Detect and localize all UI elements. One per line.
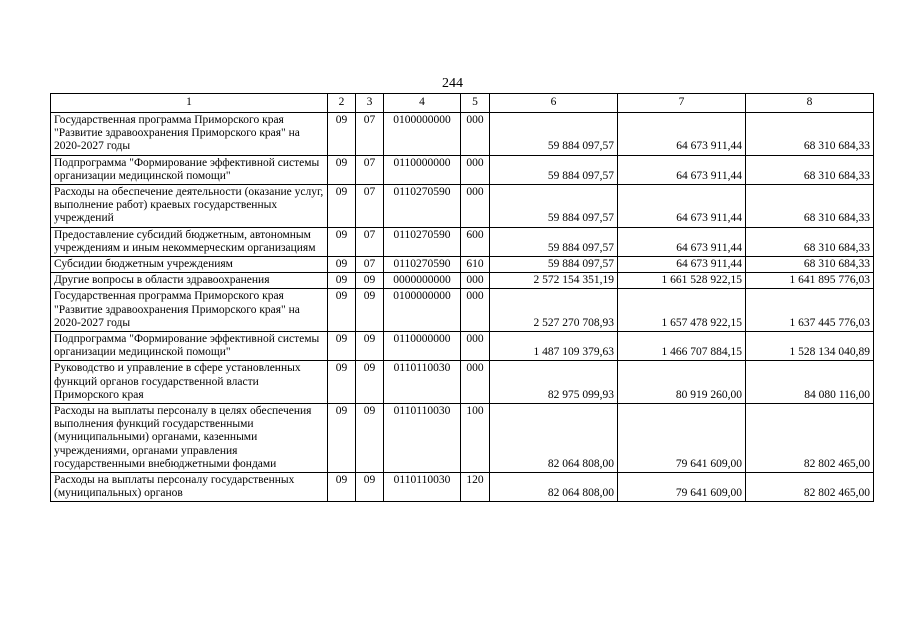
table-row — [51, 257, 874, 273]
amount-col8-cell: 68 310 684,33 — [746, 155, 874, 184]
table-row — [51, 185, 874, 228]
target-article-cell: 0100000000 — [384, 113, 461, 156]
amount-col6-cell: 82 064 808,00 — [490, 404, 618, 473]
target-article-cell: 0110110030 — [384, 473, 461, 502]
subsection-code-cell: 09 — [356, 473, 384, 502]
expense-type-cell: 000 — [461, 155, 490, 184]
row-name-cell: Расходы на обеспечение деятельности (оказание услуг, выполнение работ) краевых государственных учреждений — [51, 185, 328, 228]
section-code-cell: 09 — [328, 332, 356, 361]
amount-col7-cell: 79 641 609,00 — [618, 404, 746, 473]
table-row — [51, 273, 874, 289]
budget-table — [50, 93, 874, 502]
row-name-cell: Подпрограмма "Формирование эффективной системы организации медицинской помощи" — [51, 155, 328, 184]
row-name-cell: Расходы на выплаты персоналу в целях обеспечения выполнения функций государственными (муниципальными) органами, казенными учреждениями, органами управления государственными внебюджетными фондами — [51, 404, 328, 473]
column-header: 2 — [328, 94, 356, 113]
target-article-cell: 0110110030 — [384, 361, 461, 404]
amount-col6-cell: 59 884 097,57 — [490, 185, 618, 228]
column-header: 7 — [618, 94, 746, 113]
amount-col7-cell: 64 673 911,44 — [618, 185, 746, 228]
section-code-cell: 09 — [328, 273, 356, 289]
amount-col8-cell: 68 310 684,33 — [746, 257, 874, 273]
expense-type-cell: 100 — [461, 404, 490, 473]
amount-col8-cell: 68 310 684,33 — [746, 113, 874, 156]
column-header: 3 — [356, 94, 384, 113]
expense-type-cell: 000 — [461, 113, 490, 156]
subsection-code-cell: 07 — [356, 257, 384, 273]
amount-col8-cell: 68 310 684,33 — [746, 185, 874, 228]
section-code-cell: 09 — [328, 257, 356, 273]
target-article-cell: 0100000000 — [384, 289, 461, 332]
subsection-code-cell: 07 — [356, 227, 384, 256]
row-name-cell: Предоставление субсидий бюджетным, автономным учреждениям и иным некоммерческим организациям — [51, 227, 328, 256]
target-article-cell: 0110270590 — [384, 185, 461, 228]
target-article-cell: 0110000000 — [384, 155, 461, 184]
amount-col8-cell: 82 802 465,00 — [746, 404, 874, 473]
amount-col8-cell: 1 637 445 776,03 — [746, 289, 874, 332]
subsection-code-cell: 09 — [356, 273, 384, 289]
table-row — [51, 332, 874, 361]
section-code-cell: 09 — [328, 289, 356, 332]
subsection-code-cell: 09 — [356, 361, 384, 404]
table-row — [51, 361, 874, 404]
table-row — [51, 113, 874, 156]
amount-col7-cell: 80 919 260,00 — [618, 361, 746, 404]
table-row — [51, 473, 874, 502]
amount-col6-cell: 82 064 808,00 — [490, 473, 618, 502]
section-code-cell: 09 — [328, 227, 356, 256]
target-article-cell: 0110000000 — [384, 332, 461, 361]
expense-type-cell: 600 — [461, 227, 490, 256]
table-body — [51, 113, 874, 502]
subsection-code-cell: 07 — [356, 155, 384, 184]
section-code-cell: 09 — [328, 473, 356, 502]
expense-type-cell: 610 — [461, 257, 490, 273]
amount-col7-cell: 1 466 707 884,15 — [618, 332, 746, 361]
target-article-cell: 0110270590 — [384, 257, 461, 273]
amount-col6-cell: 59 884 097,57 — [490, 257, 618, 273]
expense-type-cell: 000 — [461, 289, 490, 332]
amount-col7-cell: 1 657 478 922,15 — [618, 289, 746, 332]
target-article-cell: 0110110030 — [384, 404, 461, 473]
section-code-cell: 09 — [328, 404, 356, 473]
section-code-cell: 09 — [328, 361, 356, 404]
row-name-cell: Руководство и управление в сфере установленных функций органов государственной власти Приморского края — [51, 361, 328, 404]
target-article-cell: 0110270590 — [384, 227, 461, 256]
subsection-code-cell: 07 — [356, 185, 384, 228]
table-row — [51, 289, 874, 332]
row-name-cell: Государственная программа Приморского края "Развитие здравоохранения Приморского края" на 2020-2027 годы — [51, 113, 328, 156]
subsection-code-cell: 07 — [356, 113, 384, 156]
column-header: 6 — [490, 94, 618, 113]
amount-col6-cell: 59 884 097,57 — [490, 155, 618, 184]
amount-col6-cell: 59 884 097,57 — [490, 113, 618, 156]
subsection-code-cell: 09 — [356, 289, 384, 332]
section-code-cell: 09 — [328, 185, 356, 228]
row-name-cell: Подпрограмма "Формирование эффективной системы организации медицинской помощи" — [51, 332, 328, 361]
subsection-code-cell: 09 — [356, 332, 384, 361]
table-row — [51, 155, 874, 184]
subsection-code-cell: 09 — [356, 404, 384, 473]
section-code-cell: 09 — [328, 155, 356, 184]
amount-col7-cell: 79 641 609,00 — [618, 473, 746, 502]
amount-col8-cell: 68 310 684,33 — [746, 227, 874, 256]
amount-col7-cell: 1 661 528 922,15 — [618, 273, 746, 289]
amount-col7-cell: 64 673 911,44 — [618, 257, 746, 273]
row-name-cell: Субсидии бюджетным учреждениям — [51, 257, 328, 273]
column-header: 5 — [461, 94, 490, 113]
table-header — [51, 94, 874, 113]
row-name-cell: Государственная программа Приморского края "Развитие здравоохранения Приморского края" на 2020-2027 годы — [51, 289, 328, 332]
amount-col8-cell: 1 528 134 040,89 — [746, 332, 874, 361]
amount-col7-cell: 64 673 911,44 — [618, 113, 746, 156]
row-name-cell: Расходы на выплаты персоналу государственных (муниципальных) органов — [51, 473, 328, 502]
column-header: 8 — [746, 94, 874, 113]
target-article-cell: 0000000000 — [384, 273, 461, 289]
expense-type-cell: 120 — [461, 473, 490, 502]
table-row — [51, 227, 874, 256]
amount-col6-cell: 59 884 097,57 — [490, 227, 618, 256]
row-name-cell: Другие вопросы в области здравоохранения — [51, 273, 328, 289]
amount-col8-cell: 84 080 116,00 — [746, 361, 874, 404]
amount-col8-cell: 82 802 465,00 — [746, 473, 874, 502]
amount-col6-cell: 2 527 270 708,93 — [490, 289, 618, 332]
expense-type-cell: 000 — [461, 273, 490, 289]
amount-col7-cell: 64 673 911,44 — [618, 227, 746, 256]
amount-col6-cell: 2 572 154 351,19 — [490, 273, 618, 289]
table-row — [51, 404, 874, 473]
expense-type-cell: 000 — [461, 361, 490, 404]
amount-col6-cell: 82 975 099,93 — [490, 361, 618, 404]
section-code-cell: 09 — [328, 113, 356, 156]
amount-col6-cell: 1 487 109 379,63 — [490, 332, 618, 361]
column-header: 4 — [384, 94, 461, 113]
amount-col8-cell: 1 641 895 776,03 — [746, 273, 874, 289]
header-row — [51, 94, 874, 113]
column-header: 1 — [51, 94, 328, 113]
expense-type-cell: 000 — [461, 332, 490, 361]
expense-type-cell: 000 — [461, 185, 490, 228]
amount-col7-cell: 64 673 911,44 — [618, 155, 746, 184]
page-number: 244 — [442, 76, 463, 91]
